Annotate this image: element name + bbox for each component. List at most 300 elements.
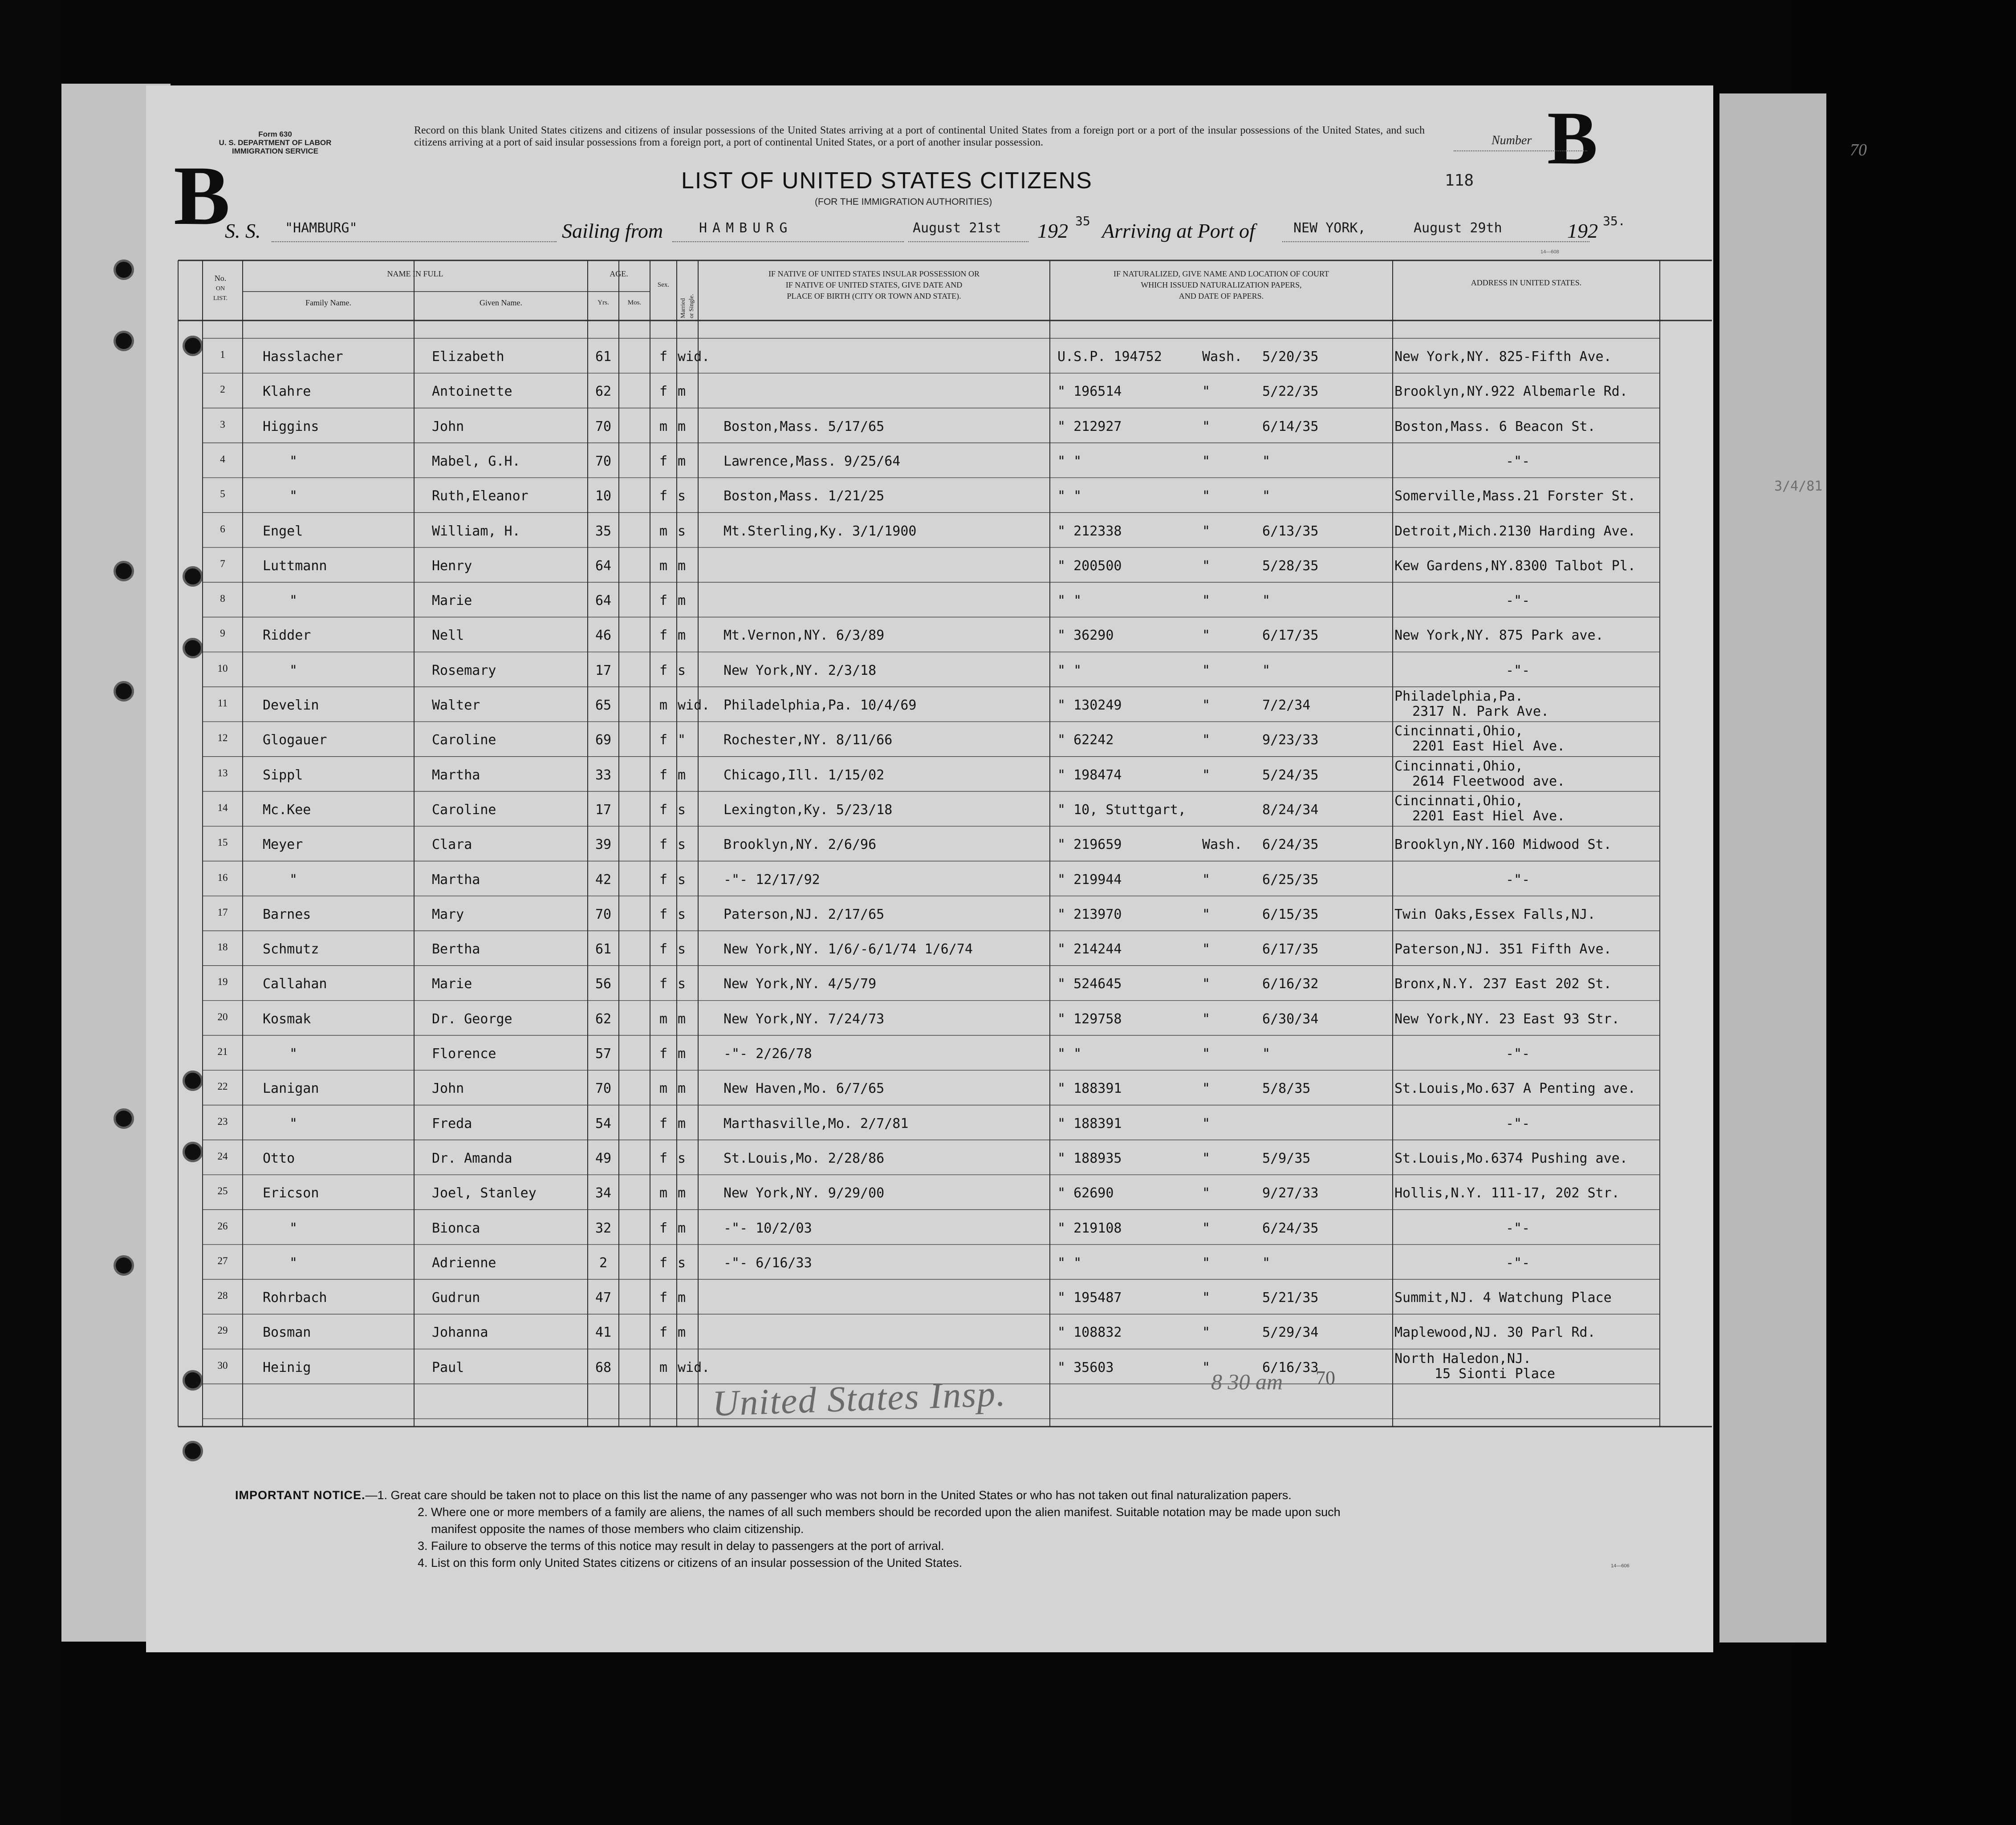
row-family: Heinig (263, 1359, 311, 1375)
row-given: Mary (432, 906, 464, 922)
row-yrs: 70 (595, 1081, 612, 1097)
header-or-single: or Single. (688, 294, 695, 318)
form-number-label: Form 630 (258, 130, 292, 138)
row-family: Luttmann (263, 558, 327, 574)
row-address-line2: 2317 N. Park Ave. (1412, 704, 1549, 719)
row-birth: Chicago,Ill. 1/15/02 (723, 767, 885, 783)
notice-item-4: 4. List on this form only United States citizens or citizens of an insular possession of the United States. (418, 1556, 963, 1570)
row-address: Boston,Mass. 6 Beacon St. (1394, 418, 1596, 434)
row-no: 19 (217, 976, 228, 988)
row-ms: s (678, 488, 686, 504)
arrival-year-suffix: 35. (1603, 214, 1626, 228)
row-nat-loc: " (1202, 698, 1211, 713)
row-no: 17 (217, 906, 228, 918)
row-ms: m (678, 1220, 686, 1236)
row-given: Antoinette (432, 384, 512, 400)
row-yrs: 2 (599, 1255, 608, 1271)
row-birth: New York,NY. 2/3/18 (723, 662, 877, 678)
row-birth: Boston,Mass. 5/17/65 (723, 418, 885, 434)
row-nat-date: " (1262, 593, 1271, 609)
row-no: 2 (220, 384, 225, 395)
row-nat-num: " " (1057, 1255, 1082, 1271)
row-sex: f (659, 1150, 668, 1166)
row-address: Philadelphia,Pa. (1394, 689, 1523, 704)
row-nat-loc: " (1202, 976, 1211, 992)
row-yrs: 32 (595, 1220, 612, 1236)
row-family: Ridder (263, 628, 311, 644)
row-ms: m (678, 453, 686, 469)
row-address: -"- (1506, 1115, 1530, 1132)
row-ms: s (678, 976, 686, 992)
inspector-signature: United States Insp. (711, 1373, 1007, 1424)
row-given: Johanna (432, 1325, 488, 1341)
row-sex: f (659, 1255, 668, 1271)
row-family: " (289, 662, 298, 678)
row-nat-num: " 212927 (1057, 418, 1122, 434)
row-family: Engel (263, 523, 303, 539)
header-mos: Mos. (627, 299, 642, 306)
row-sex: f (659, 732, 668, 748)
row-no: 22 (217, 1081, 228, 1092)
ss-label: S. S. (225, 219, 261, 242)
notice-item-2-cont: manifest opposite the names of those members who claim citizenship. (431, 1522, 804, 1536)
row-sex: m (659, 523, 668, 539)
row-sex: m (659, 698, 668, 713)
row-birth: -"- 6/16/33 (723, 1255, 812, 1271)
row-nat-loc: " (1202, 1325, 1211, 1341)
row-nat-num: " 214244 (1057, 941, 1122, 957)
row-address: Brooklyn,NY.922 Albemarle Rd. (1394, 384, 1628, 400)
row-yrs: 62 (595, 1011, 612, 1027)
row-address: Cincinnati,Ohio, (1394, 723, 1523, 739)
row-nat-loc: " (1202, 593, 1211, 609)
row-sex: f (659, 1115, 668, 1132)
row-birth: Marthasville,Mo. 2/7/81 (723, 1115, 909, 1132)
row-nat-num: " 198474 (1057, 767, 1122, 783)
row-nat-loc: " (1202, 1115, 1211, 1132)
header-naturalization-line3: AND DATE OF PAPERS. (1179, 292, 1264, 300)
row-sex: f (659, 872, 668, 888)
row-birth: Paterson,NJ. 2/17/65 (723, 906, 885, 922)
row-family: Mc.Kee (263, 802, 311, 818)
header-yrs: Yrs. (597, 299, 609, 306)
row-yrs: 70 (595, 906, 612, 922)
row-address: -"- (1506, 453, 1530, 469)
margin-smudge: 3/4/81 (1774, 479, 1823, 494)
row-no: 23 (217, 1115, 228, 1127)
row-nat-date: 6/13/35 (1262, 523, 1319, 539)
row-given: Gudrun (432, 1290, 480, 1306)
row-no: 11 (217, 698, 228, 709)
row-no: 13 (217, 767, 228, 779)
row-birth: New York,NY. 1/6/-6/1/74 1/6/74 (723, 941, 973, 957)
row-nat-date: " (1262, 662, 1271, 678)
row-family: Bosman (263, 1325, 311, 1341)
row-family: Meyer (263, 837, 303, 853)
row-birth: New Haven,Mo. 6/7/65 (723, 1081, 885, 1097)
row-nat-num: " 524645 (1057, 976, 1122, 992)
row-nat-num: " 62242 (1057, 732, 1114, 748)
arrival-date: August 29th (1414, 220, 1502, 236)
row-yrs: 64 (595, 593, 612, 609)
row-nat-date: 5/21/35 (1262, 1290, 1319, 1306)
class-letter-left: B (174, 149, 230, 243)
row-nat-date: " (1262, 488, 1271, 504)
header-sex: Sex. (657, 281, 670, 288)
row-given: Adrienne (432, 1255, 496, 1271)
row-no: 1 (220, 349, 225, 360)
row-given: John (432, 1081, 464, 1097)
row-nat-loc: Wash. (1202, 837, 1243, 853)
row-family: " (289, 488, 298, 504)
row-nat-num: " 213970 (1057, 906, 1122, 922)
row-nat-loc: " (1202, 418, 1211, 434)
row-birth: Rochester,NY. 8/11/66 (723, 732, 893, 748)
form-number: 14—606 (1611, 1563, 1630, 1569)
row-address: New York,NY. 825-Fifth Ave. (1394, 349, 1612, 365)
row-family: Kosmak (263, 1011, 311, 1027)
row-address: -"- (1506, 593, 1530, 609)
row-sex: f (659, 1046, 668, 1062)
row-yrs: 69 (595, 732, 612, 748)
row-nat-date: 6/24/35 (1262, 837, 1319, 853)
row-ms: s (678, 906, 686, 922)
row-address: -"- (1506, 1220, 1530, 1236)
row-family: Sippl (263, 767, 303, 783)
header-given-name: Given Name. (480, 298, 522, 307)
row-nat-loc: " (1202, 872, 1211, 888)
row-no: 8 (220, 593, 225, 604)
row-nat-loc: " (1202, 662, 1211, 678)
row-yrs: 61 (595, 349, 612, 365)
row-nat-loc: " (1202, 1011, 1211, 1027)
row-nat-loc: " (1202, 1185, 1211, 1201)
row-sex: f (659, 1325, 668, 1341)
header-naturalization-line2: WHICH ISSUED NATURALIZATION PAPERS, (1141, 280, 1302, 289)
row-yrs: 68 (595, 1359, 612, 1375)
row-yrs: 17 (595, 662, 612, 678)
row-no: 14 (217, 802, 228, 813)
row-given: Marie (432, 593, 472, 609)
service-label: IMMIGRATION SERVICE (232, 147, 318, 155)
arrival-port: NEW YORK, (1293, 220, 1366, 236)
row-family: Hasslacher (263, 349, 343, 365)
row-family: Otto (263, 1150, 295, 1166)
signature-annotation: 8 30 am (1211, 1369, 1283, 1394)
row-given: Walter (432, 698, 480, 713)
row-sex: f (659, 802, 668, 818)
row-given: Henry (432, 558, 472, 574)
row-family: Ericson (263, 1185, 319, 1201)
row-nat-num: " 62690 (1057, 1185, 1114, 1201)
header-birth-line3: PLACE OF BIRTH (CITY OR TOWN AND STATE). (787, 292, 961, 300)
notice-item-2: 2. Where one or more members of a family are aliens, the names of all such members should be recorded upon the alien manifest. Suitable notation may be made upon such (418, 1505, 1341, 1519)
row-nat-loc: " (1202, 767, 1211, 783)
printer-mark: 14—608 (1540, 249, 1559, 255)
row-nat-date: 6/30/34 (1262, 1011, 1319, 1027)
row-nat-date: 5/22/35 (1262, 384, 1319, 400)
row-nat-loc: " (1202, 523, 1211, 539)
row-given: Freda (432, 1115, 472, 1132)
row-nat-loc: " (1202, 488, 1211, 504)
row-yrs: 65 (595, 698, 612, 713)
row-nat-date: " (1262, 1255, 1271, 1271)
row-sex: f (659, 837, 668, 853)
row-yrs: 10 (595, 488, 612, 504)
row-no: 6 (220, 523, 225, 535)
row-address: Maplewood,NJ. 30 Parl Rd. (1394, 1325, 1596, 1341)
row-ms: m (678, 1290, 686, 1306)
row-given: Nell (432, 628, 464, 644)
row-nat-num: " " (1057, 593, 1082, 609)
row-nat-date: 7/2/34 (1262, 698, 1311, 713)
row-given: Martha (432, 872, 480, 888)
row-address-line2: 2201 East Hiel Ave. (1412, 808, 1565, 824)
row-birth: Mt.Sterling,Ky. 3/1/1900 (723, 523, 917, 539)
row-no: 7 (220, 558, 225, 569)
ship-name: "HAMBURG" (285, 220, 358, 236)
row-ms: " (678, 732, 686, 748)
row-nat-num: " 196514 (1057, 384, 1122, 400)
row-yrs: 33 (595, 767, 612, 783)
row-address: Twin Oaks,Essex Falls,NJ. (1394, 906, 1596, 922)
row-birth: Mt.Vernon,NY. 6/3/89 (723, 628, 885, 644)
row-ms: s (678, 802, 686, 818)
row-sex: f (659, 453, 668, 469)
header-on: ON (215, 285, 225, 292)
row-sex: f (659, 349, 668, 365)
form-instructions: Record on this blank United States citizens and citizens of insular possessions of the United States arriving at a port of continental United States from a foreign port or a port of the insular possessions of the United States, and such citizens arriving at a port of said insular possessions from a foreign port, a port of continental United States, or a port of another insular possession. (414, 125, 1425, 148)
department-label: U. S. DEPARTMENT OF LABOR (219, 138, 332, 147)
row-nat-loc: " (1202, 1220, 1211, 1236)
row-yrs: 17 (595, 802, 612, 818)
row-nat-num: U.S.P. 194752 (1057, 349, 1162, 365)
page-subtitle: (FOR THE IMMIGRATION AUTHORITIES) (815, 197, 992, 207)
row-no: 15 (217, 837, 228, 848)
notice-label: IMPORTANT NOTICE. (235, 1488, 366, 1502)
row-ms: m (678, 1081, 686, 1097)
row-no: 28 (217, 1290, 228, 1302)
row-given: Dr. Amanda (432, 1150, 512, 1166)
row-sex: m (659, 1359, 668, 1375)
list-number-label: Number (1492, 134, 1532, 147)
row-no: 20 (217, 1011, 228, 1022)
row-nat-date: 5/29/34 (1262, 1325, 1319, 1341)
row-yrs: 47 (595, 1290, 612, 1306)
row-yrs: 49 (595, 1150, 612, 1166)
header-birth-line1: IF NATIVE OF UNITED STATES INSULAR POSSESSION OR (768, 269, 980, 278)
row-address: -"- (1506, 1046, 1530, 1062)
row-nat-loc: " (1202, 558, 1211, 574)
row-nat-loc: " (1202, 453, 1211, 469)
row-nat-date: 6/17/35 (1262, 941, 1319, 957)
row-ms: s (678, 1255, 686, 1271)
row-address: Cincinnati,Ohio, (1394, 758, 1523, 774)
header-birth-line2: IF NATIVE OF UNITED STATES, GIVE DATE AND (785, 280, 963, 289)
row-address: Brooklyn,NY.160 Midwood St. (1394, 837, 1612, 853)
row-ms: m (678, 1185, 686, 1201)
row-address-line2: 2201 East Hiel Ave. (1412, 738, 1565, 754)
row-family: " (289, 593, 298, 609)
row-given: Florence (432, 1046, 496, 1062)
row-birth: Brooklyn,NY. 2/6/96 (723, 837, 877, 853)
row-family: Develin (263, 698, 319, 713)
row-address: -"- (1506, 1255, 1530, 1271)
row-yrs: 61 (595, 941, 612, 957)
row-sex: m (659, 558, 668, 574)
row-ms: wid. (678, 698, 710, 713)
row-birth: St.Louis,Mo. 2/28/86 (723, 1150, 885, 1166)
row-nat-date: 5/20/35 (1262, 349, 1319, 365)
row-ms: m (678, 593, 686, 609)
row-no: 24 (217, 1150, 228, 1162)
row-ms: s (678, 837, 686, 853)
row-nat-num: " 219659 (1057, 837, 1122, 853)
sailing-label: Sailing from (562, 219, 663, 242)
row-ms: m (678, 1011, 686, 1027)
notice-item-3: 3. Failure to observe the terms of this notice may result in delay to passengers at the port of arrival. (418, 1539, 944, 1553)
row-nat-date: 6/24/35 (1262, 1220, 1319, 1236)
row-sex: f (659, 488, 668, 504)
row-birth: -"- 10/2/03 (723, 1220, 812, 1236)
row-given: Martha (432, 767, 480, 783)
row-nat-loc: " (1202, 1046, 1211, 1062)
row-ms: m (678, 1046, 686, 1062)
row-ms: m (678, 418, 686, 434)
row-given: Dr. George (432, 1011, 512, 1027)
row-nat-num: " " (1057, 1046, 1082, 1062)
row-yrs: 46 (595, 628, 612, 644)
row-ms: s (678, 872, 686, 888)
row-nat-date: 6/16/33 (1262, 1359, 1319, 1375)
row-nat-num: " 219108 (1057, 1220, 1122, 1236)
row-nat-num: " 219944 (1057, 872, 1122, 888)
row-ms: wid. (678, 1359, 710, 1375)
row-ms: m (678, 558, 686, 574)
row-no: 30 (217, 1359, 228, 1371)
row-address: Paterson,NJ. 351 Fifth Ave. (1394, 941, 1612, 957)
header-name-in-full: NAME IN FULL (387, 269, 443, 278)
sailing-date: August 21st (913, 220, 1001, 236)
row-address-line2: 2614 Fleetwood ave. (1412, 773, 1565, 789)
row-no: 12 (217, 732, 228, 744)
row-family: " (289, 453, 298, 469)
page-title: LIST OF UNITED STATES CITIZENS (681, 168, 1093, 194)
row-birth: -"- 12/17/92 (723, 872, 820, 888)
row-address-line2: 15 Sionti Place (1435, 1366, 1555, 1382)
row-family: " (289, 1220, 298, 1236)
row-sex: f (659, 941, 668, 957)
row-nat-loc: " (1202, 1359, 1211, 1375)
row-sex: f (659, 593, 668, 609)
row-nat-loc: " (1202, 1290, 1211, 1306)
row-nat-num: " 10, Stuttgart, (1057, 802, 1186, 818)
row-nat-date: 9/23/33 (1262, 732, 1319, 748)
row-given: Rosemary (432, 662, 496, 678)
row-address: St.Louis,Mo.637 A Penting ave. (1394, 1081, 1636, 1097)
row-nat-date: 5/28/35 (1262, 558, 1319, 574)
notice-item-1: 1. Great care should be taken not to place on this list the name of any passenger who was not born in the United States or who has not taken out final naturalization papers. (377, 1488, 1292, 1502)
row-family: " (289, 1115, 298, 1132)
row-no: 29 (217, 1325, 228, 1336)
row-birth: New York,NY. 4/5/79 (723, 976, 877, 992)
row-nat-num: " " (1057, 662, 1082, 678)
row-nat-date: 6/17/35 (1262, 628, 1319, 644)
row-nat-date: 5/24/35 (1262, 767, 1319, 783)
header-married: Married (680, 298, 687, 318)
row-sex: f (659, 906, 668, 922)
row-nat-date: 6/25/35 (1262, 872, 1319, 888)
row-no: 4 (220, 453, 225, 465)
row-family: Higgins (263, 418, 319, 434)
row-yrs: 70 (595, 418, 612, 434)
row-address: North Haledon,NJ. (1394, 1350, 1532, 1367)
row-nat-date: 9/27/33 (1262, 1185, 1319, 1201)
row-address: Summit,NJ. 4 Watchung Place (1394, 1290, 1612, 1306)
row-nat-date: " (1262, 1046, 1271, 1062)
row-nat-num: " 212338 (1057, 523, 1122, 539)
row-sex: m (659, 1081, 668, 1097)
row-nat-date: 5/9/35 (1262, 1150, 1311, 1166)
row-sex: f (659, 384, 668, 400)
sailing-year-suffix: 35 (1075, 214, 1090, 228)
row-yrs: 41 (595, 1325, 612, 1341)
row-family: Lanigan (263, 1081, 319, 1097)
row-nat-num: " 35603 (1057, 1359, 1114, 1375)
row-no: 3 (220, 418, 225, 430)
class-letter-right: B (1547, 96, 1598, 180)
row-ms: s (678, 1150, 686, 1166)
stamp-number: 70 (1316, 1367, 1335, 1389)
row-address: Hollis,N.Y. 111-17, 202 Str. (1394, 1185, 1620, 1201)
row-ms: wid. (678, 349, 710, 365)
header-list: LIST. (213, 295, 228, 302)
row-nat-date: 5/8/35 (1262, 1081, 1311, 1097)
row-ms: m (678, 1325, 686, 1341)
row-address: -"- (1506, 662, 1530, 678)
row-birth: New York,NY. 7/24/73 (723, 1011, 885, 1027)
row-no: 5 (220, 488, 225, 500)
row-no: 16 (217, 872, 228, 883)
row-given: Mabel, G.H. (432, 453, 520, 469)
row-birth: Philadelphia,Pa. 10/4/69 (723, 698, 917, 713)
row-family: Barnes (263, 906, 311, 922)
row-yrs: 62 (595, 384, 612, 400)
row-nat-date: 6/14/35 (1262, 418, 1319, 434)
row-family: Callahan (263, 976, 327, 992)
row-yrs: 39 (595, 837, 612, 853)
row-given: Elizabeth (432, 349, 504, 365)
row-nat-loc: " (1202, 1150, 1211, 1166)
row-family: Klahre (263, 384, 311, 400)
row-nat-num: " 36290 (1057, 628, 1114, 644)
row-sex: f (659, 1290, 668, 1306)
row-nat-loc: " (1202, 941, 1211, 957)
row-sex: f (659, 628, 668, 644)
row-ms: s (678, 523, 686, 539)
row-nat-num: " 108832 (1057, 1325, 1122, 1341)
row-yrs: 56 (595, 976, 612, 992)
row-sex: f (659, 662, 668, 678)
row-nat-date: " (1262, 453, 1271, 469)
row-nat-loc: " (1202, 384, 1211, 400)
row-family: " (289, 1255, 298, 1271)
row-sex: f (659, 976, 668, 992)
list-number-value: 118 (1445, 171, 1474, 190)
header-no: No. (214, 274, 227, 283)
row-given: Bertha (432, 941, 480, 957)
header-address: ADDRESS IN UNITED STATES. (1471, 278, 1582, 287)
